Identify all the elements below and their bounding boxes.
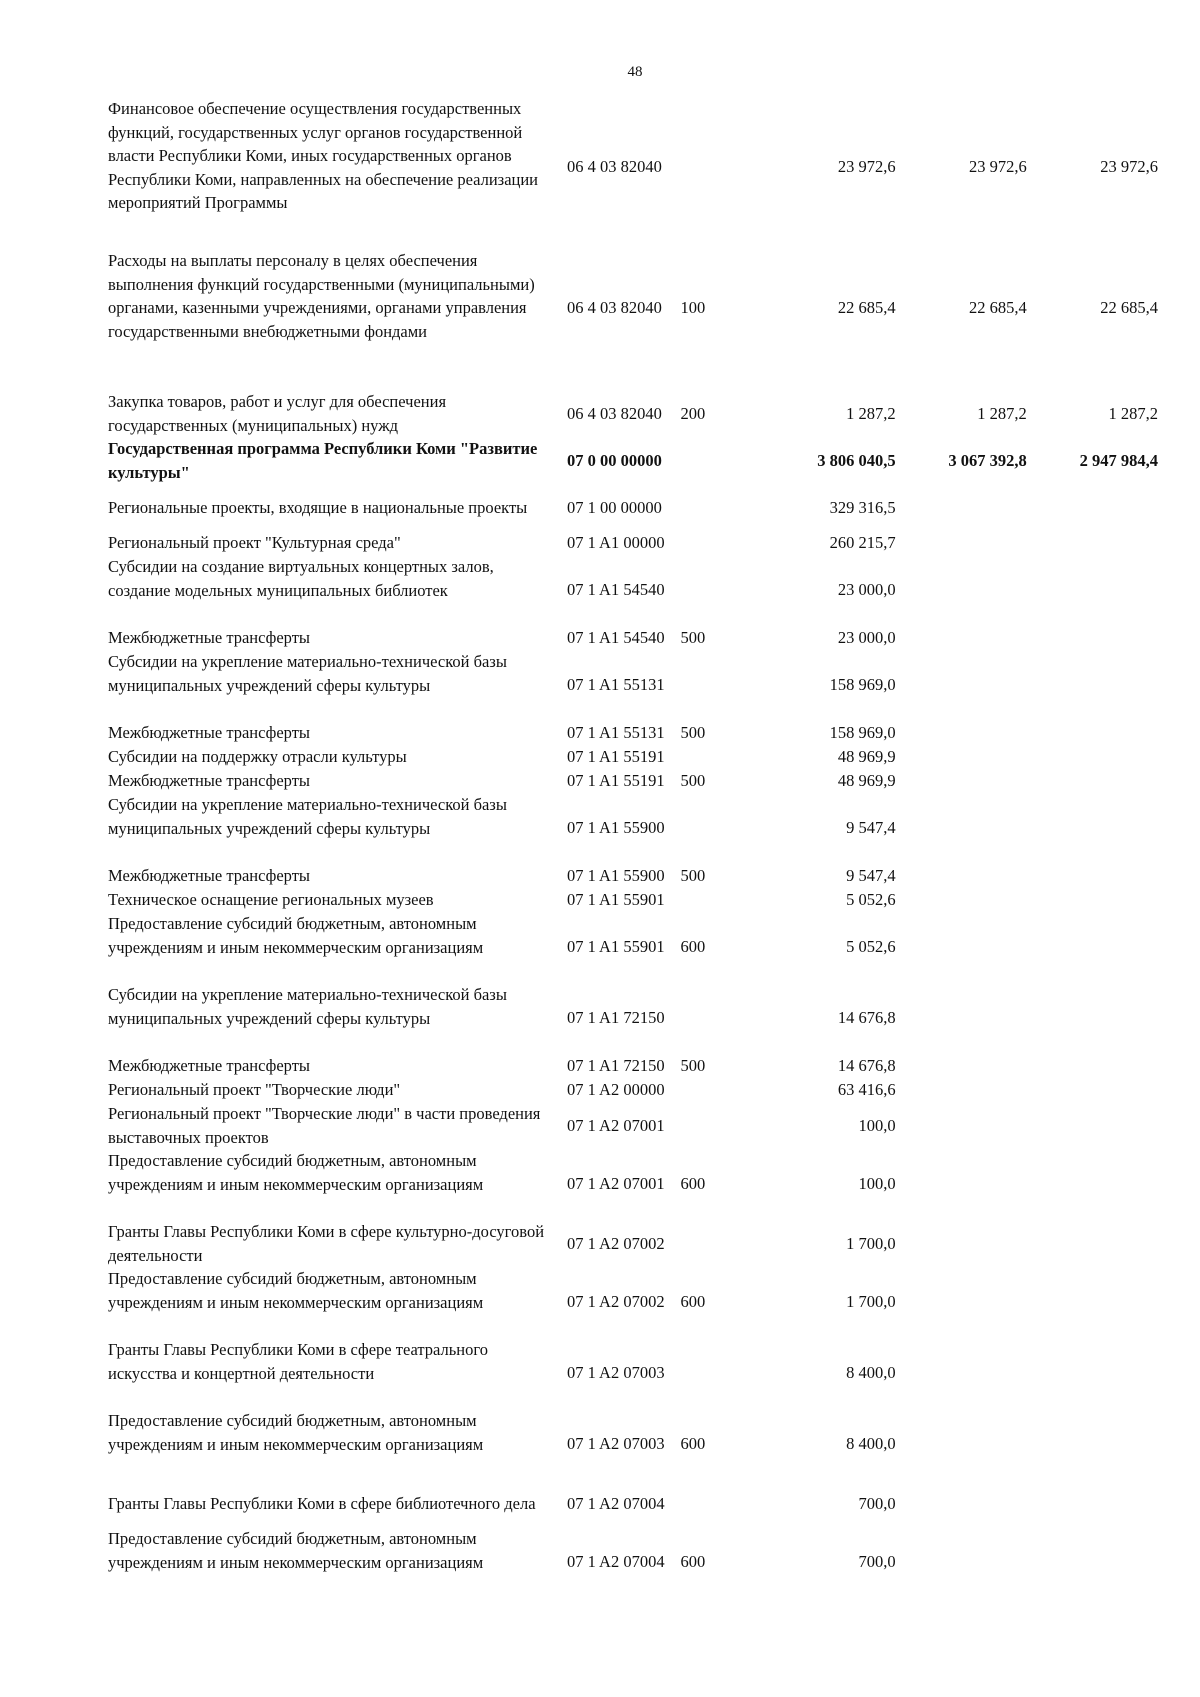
row-value-1: 158 969,0 (829, 723, 896, 743)
table-row (108, 1338, 1158, 1409)
row-value-1: 700,0 (858, 1552, 896, 1571)
row-vr: 200 (680, 403, 706, 423)
row-vr: 500 (680, 771, 706, 791)
row-value-1: 9 547,4 (846, 818, 896, 837)
row-vr: 100 (680, 298, 706, 317)
table-row (108, 1149, 1158, 1220)
row-name: Региональный проект "Творческие люди" (108, 1080, 401, 1100)
table-row (108, 745, 1158, 769)
row-value-1: 9 547,4 (846, 866, 896, 886)
row-value-3: 22 685,4 (1100, 298, 1158, 317)
table-row (108, 1220, 1158, 1267)
row-code: 07 1 A1 55900 (566, 818, 665, 837)
row-code: 06 4 03 82040 (566, 298, 662, 317)
row-code: 07 1 A1 72150 (566, 1008, 665, 1027)
row-vr: 600 (680, 1292, 706, 1311)
row-value-2: 22 685,4 (969, 298, 1027, 317)
row-value-1: 8 400,0 (846, 1434, 896, 1453)
row-code: 07 1 A2 07002 (566, 1233, 665, 1253)
row-name: Предоставление субсидий бюджетным, автономным учреждениям и иным некоммерческим организациям (108, 1151, 484, 1194)
row-name: Субсидии на укрепление материально-технической базы муниципальных учреждений сферы культуры (108, 652, 507, 695)
row-name: Предоставление субсидий бюджетным, автономным учреждениям и иным некоммерческим организациям (108, 914, 484, 957)
row-value-3: 1 287,2 (1108, 403, 1158, 423)
row-name: Региональные проекты, входящие в национальные проекты (108, 497, 528, 517)
row-name: Предоставление субсидий бюджетным, автономным учреждениям и иным некоммерческим организациям (108, 1529, 484, 1572)
row-value-1: 1 700,0 (846, 1233, 896, 1253)
row-value-1: 5 052,6 (846, 890, 896, 910)
row-name: Гранты Главы Республики Коми в сфере театрального искусства и концертной деятельности (108, 1340, 488, 1383)
table-row (108, 531, 1158, 555)
table-row (108, 626, 1158, 650)
table-row (108, 721, 1158, 745)
row-value-1: 1 287,2 (846, 403, 896, 423)
row-code: 07 1 00 00000 (566, 497, 662, 517)
row-name: Межбюджетные трансферты (108, 628, 311, 648)
table-row (108, 390, 1158, 437)
row-value-1: 3 806 040,5 (817, 450, 896, 470)
row-name: Предоставление субсидий бюджетным, автономным учреждениям и иным некоммерческим организациям (108, 1269, 484, 1312)
row-name: Техническое оснащение региональных музеев (108, 890, 434, 910)
row-vr: 600 (680, 937, 706, 956)
row-code: 07 1 A2 07002 (566, 1292, 665, 1311)
row-value-1: 100,0 (858, 1174, 896, 1193)
row-code: 07 1 A1 00000 (566, 533, 665, 553)
row-code: 06 4 03 82040 (566, 403, 662, 423)
row-value-2: 23 972,6 (969, 157, 1027, 176)
row-value-1: 14 676,8 (837, 1056, 896, 1076)
table-row (108, 437, 1158, 484)
row-code: 07 1 A2 07003 (566, 1363, 665, 1382)
table-row (108, 1054, 1158, 1078)
row-code: 07 1 A2 07004 (566, 1552, 665, 1571)
row-value-1: 14 676,8 (837, 1008, 896, 1027)
table-row (108, 484, 1158, 531)
row-code: 07 1 A1 55191 (566, 771, 665, 791)
row-value-3: 2 947 984,4 (1079, 450, 1158, 470)
row-name: Закупка товаров, работ и услуг для обеспечения государственных (муниципальных) нужд (108, 392, 447, 435)
table-row (108, 1078, 1158, 1102)
row-vr: 500 (680, 723, 706, 743)
row-value-1: 260 215,7 (829, 533, 896, 553)
row-vr: 600 (680, 1552, 706, 1571)
row-name: Субсидии на укрепление материально-технической базы муниципальных учреждений сферы культуры (108, 795, 507, 838)
table-row (108, 97, 1158, 249)
row-code: 07 1 A1 72150 (566, 1056, 665, 1076)
row-value-1: 100,0 (858, 1115, 896, 1135)
row-code: 07 1 A1 55901 (566, 937, 665, 956)
table-row (108, 1102, 1158, 1149)
row-name: Гранты Главы Республики Коми в сфере культурно-досуговой деятельности (108, 1222, 545, 1265)
row-value-1: 22 685,4 (837, 298, 896, 317)
budget-table (108, 97, 1158, 1586)
table-row (108, 1409, 1158, 1480)
row-name: Финансовое обеспечение осуществления государственных функций, государственных услуг органов государственной власти Республики Коми, иных государственных органов Республики Коми, направленных на обеспечение реализации мероприятий Программы (108, 99, 539, 212)
row-value-1: 23 000,0 (837, 580, 896, 599)
row-value-1: 48 969,9 (837, 747, 896, 767)
row-name: Субсидии на поддержку отрасли культуры (108, 747, 407, 767)
row-code: 07 1 A1 55131 (566, 723, 665, 743)
row-value-3: 23 972,6 (1100, 157, 1158, 176)
row-name: Предоставление субсидий бюджетным, автономным учреждениям и иным некоммерческим организациям (108, 1411, 484, 1454)
row-value-1: 329 316,5 (829, 497, 896, 517)
row-code: 07 1 A2 07004 (566, 1493, 665, 1513)
row-code: 07 1 A1 55901 (566, 890, 665, 910)
row-value-1: 48 969,9 (837, 771, 896, 791)
row-vr: 500 (680, 628, 706, 648)
table-row (108, 650, 1158, 721)
row-vr: 500 (680, 1056, 706, 1076)
row-code: 06 4 03 82040 (566, 157, 662, 176)
table-row (108, 793, 1158, 864)
row-code: 07 1 A1 55191 (566, 747, 665, 767)
table-row (108, 912, 1158, 983)
row-name: Межбюджетные трансферты (108, 723, 311, 743)
table-row (108, 555, 1158, 626)
table-row (108, 983, 1158, 1054)
table-row (108, 1527, 1158, 1586)
row-name: Региональный проект "Творческие люди" в части проведения выставочных проектов (108, 1104, 541, 1147)
row-code: 07 1 A1 55131 (566, 675, 665, 694)
row-vr: 500 (680, 866, 706, 886)
row-name: Межбюджетные трансферты (108, 866, 311, 886)
row-code: 07 1 A2 07001 (566, 1115, 665, 1135)
row-value-2: 1 287,2 (977, 403, 1027, 423)
table-row (108, 1480, 1158, 1527)
row-value-1: 23 972,6 (837, 157, 896, 176)
table-row (108, 864, 1158, 888)
row-value-1: 63 416,6 (837, 1080, 896, 1100)
row-value-1: 5 052,6 (846, 937, 896, 956)
row-code: 07 1 A2 07003 (566, 1434, 665, 1453)
table-row (108, 769, 1158, 793)
row-code: 07 1 A2 00000 (566, 1080, 665, 1100)
row-name: Региональный проект "Культурная среда" (108, 533, 401, 553)
row-vr: 600 (680, 1434, 706, 1453)
table-row (108, 888, 1158, 912)
row-code: 07 1 A2 07001 (566, 1174, 665, 1193)
row-name: Субсидии на создание виртуальных концертных залов, создание модельных муниципальных библиотек (108, 557, 494, 600)
row-value-2: 3 067 392,8 (948, 450, 1027, 470)
row-value-1: 23 000,0 (837, 628, 896, 648)
row-value-1: 8 400,0 (846, 1363, 896, 1382)
row-name: Расходы на выплаты персоналу в целях обеспечения выполнения функций государственными (муниципальными) органами, казенными учреждениями, органами управления государственными внебюджетными фондами (108, 251, 535, 341)
row-name: Гранты Главы Республики Коми в сфере библиотечного дела (108, 1493, 536, 1513)
row-name: Государственная программа Республики Коми "Развитие культуры" (108, 439, 538, 482)
row-name: Межбюджетные трансферты (108, 1056, 311, 1076)
row-code: 07 1 A1 55900 (566, 866, 665, 886)
row-code: 07 1 A1 54540 (566, 580, 665, 599)
table-row (108, 1267, 1158, 1338)
row-vr: 600 (680, 1174, 706, 1193)
row-value-1: 158 969,0 (829, 675, 896, 694)
row-code: 07 1 A1 54540 (566, 628, 665, 648)
table-row (108, 249, 1158, 390)
page-number: 48 (627, 64, 643, 80)
row-name: Межбюджетные трансферты (108, 771, 311, 791)
row-value-1: 700,0 (858, 1493, 896, 1513)
row-value-1: 1 700,0 (846, 1292, 896, 1311)
row-code: 07 0 00 00000 (566, 450, 662, 470)
row-name: Субсидии на укрепление материально-технической базы муниципальных учреждений сферы культуры (108, 985, 507, 1028)
